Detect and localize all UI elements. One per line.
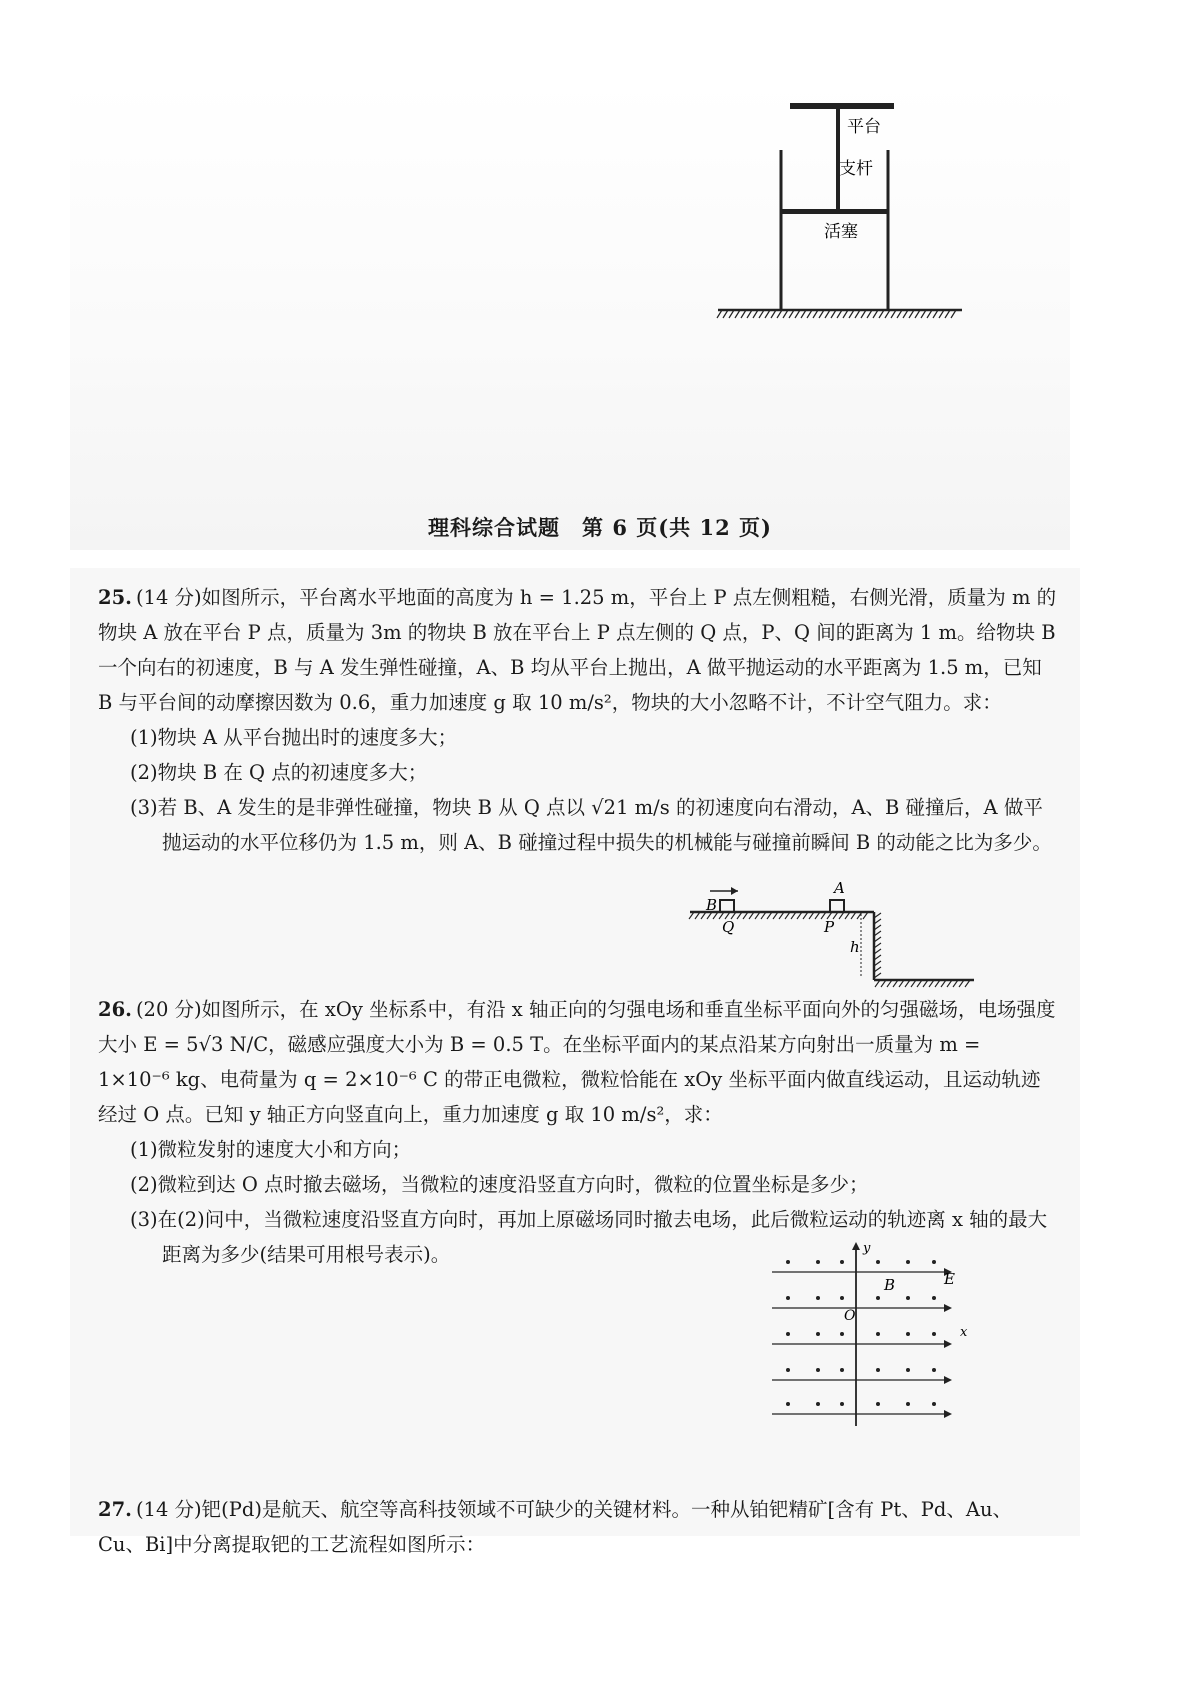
platform-label: 平台 bbox=[847, 117, 881, 137]
field-dot bbox=[932, 1260, 936, 1264]
field-dot bbox=[840, 1332, 844, 1336]
footer-page: 第 6 页(共 12 页) bbox=[582, 515, 772, 540]
field-dot bbox=[876, 1260, 880, 1264]
label-p: P bbox=[824, 918, 835, 936]
piston bbox=[781, 209, 888, 214]
field-dot bbox=[906, 1332, 910, 1336]
problem-26 bbox=[98, 992, 1058, 1272]
field-dot bbox=[816, 1402, 820, 1406]
field-dot bbox=[786, 1368, 790, 1372]
field-dot bbox=[786, 1296, 790, 1300]
field-dot bbox=[840, 1402, 844, 1406]
field-dot bbox=[932, 1368, 936, 1372]
problem-25-part-2: (2)物块 B 在 Q 点的初速度多大； bbox=[130, 761, 428, 784]
problem-27-text: 钯(Pd)是航天、航空等高科技领域不可缺少的关键材料。一种从铂钯精矿[含有 Pt、Pd、Au、Cu、Bi]中分离提取钯的工艺流程如图所示： bbox=[98, 1498, 1012, 1556]
problem-27 bbox=[98, 1492, 1058, 1562]
field-dot bbox=[816, 1332, 820, 1336]
problem-25-score: (14 分) bbox=[135, 586, 202, 609]
field-arrowhead bbox=[944, 1376, 952, 1384]
platform bbox=[790, 103, 894, 109]
field-dot bbox=[932, 1402, 936, 1406]
label-b-field: B bbox=[884, 1276, 896, 1294]
y-axis-arrowhead bbox=[852, 1242, 860, 1250]
label-h: h bbox=[850, 938, 860, 956]
problem-26-part-3: (3)在(2)问中，当微粒速度沿竖直方向时，再加上原磁场同时撤去电场，此后微粒运动的轨迹离 x 轴的最大距离为多少(结果可用根号表示)。 bbox=[130, 1208, 1048, 1266]
label-a: A bbox=[834, 879, 845, 897]
problem-27-stem bbox=[98, 1492, 1058, 1562]
problem-25-part-1: (1)物块 A 从平台抛出时的速度多大； bbox=[130, 726, 458, 749]
field-dot bbox=[906, 1402, 910, 1406]
label-x: x bbox=[960, 1325, 968, 1340]
field-dot bbox=[932, 1296, 936, 1300]
label-b: B bbox=[706, 896, 718, 914]
field-dot bbox=[906, 1296, 910, 1300]
problem-25-text: 如图所示，平台离水平地面的高度为 h = 1.25 m，平台上 P 点左侧粗糙，右侧光滑，质量为 m 的物块 A 放在平台 P 点，质量为 3m 的物块 B 放在平台上 P 点左侧的 Q 点，P、Q 间的距离为 1 m。给物块 B 一个向右的初速度，B 与 A 发生弹性碰撞，A、B 均从平台上抛出，A 做平抛运动的水平距离为 1.5 m，已知 B 与平台间的动摩擦因数为 0.6，重力加速度 g 取 10 m/s²，物块的大小忽略不计，不计空气阻力。求： bbox=[98, 586, 1057, 714]
problem-27-score: (14 分) bbox=[135, 1498, 202, 1521]
problem-26-number: 26. bbox=[98, 998, 132, 1021]
problem-26-text: 如图所示，在 xOy 坐标系中，有沿 x 轴正向的匀强电场和垂直坐标平面向外的匀强磁场，电场强度大小 E = 5√3 N/C，磁感应强度大小为 B = 0.5 T。在坐标平面内的某点沿某方向射出一质量为 m = 1×10⁻⁶ kg、电荷量为 q = 2×10⁻⁶ C 的带正电微粒，微粒恰能在 xOy 坐标平面内做直线运动，且运动轨迹经过 O 点。已知 y 轴正方向竖直向上，重力加速度 g 取 10 m/s²，求： bbox=[98, 998, 1056, 1126]
problem-27-number: 27. bbox=[98, 1498, 132, 1521]
field-dot bbox=[816, 1296, 820, 1300]
problem-25-part-3: (3)若 B、A 发生的是非弹性碰撞，物块 B 从 Q 点以 √21 m/s 的初速度向右滑动，A、B 碰撞后，A 做平抛运动的水平位移仍为 1.5 m，则 A、B 碰撞过程中损失的机械能与碰撞前瞬间 B 的动能之比为多少。 bbox=[130, 796, 1052, 854]
label-y: y bbox=[863, 1241, 871, 1256]
field-dot bbox=[840, 1296, 844, 1300]
piston-platform-figure bbox=[712, 92, 972, 332]
field-dot bbox=[786, 1260, 790, 1264]
field-dot bbox=[876, 1332, 880, 1336]
field-arrowhead bbox=[944, 1340, 952, 1348]
field-dot bbox=[906, 1260, 910, 1264]
field-dot bbox=[906, 1368, 910, 1372]
problem-25-figure bbox=[684, 878, 984, 988]
field-dot bbox=[876, 1368, 880, 1372]
problem-26-stem bbox=[98, 992, 1058, 1132]
problem-25 bbox=[98, 580, 1058, 860]
problem-25-number: 25. bbox=[98, 586, 132, 609]
field-dot bbox=[816, 1260, 820, 1264]
field-dot bbox=[932, 1332, 936, 1336]
problem-26-part-1: (1)微粒发射的速度大小和方向； bbox=[130, 1138, 412, 1161]
block-a bbox=[830, 900, 844, 912]
footer-title: 理科综合试题 bbox=[428, 515, 561, 540]
velocity-arrowhead bbox=[731, 887, 738, 895]
field-dot bbox=[786, 1402, 790, 1406]
problem-26-part-2: (2)微粒到达 O 点时撤去磁场，当微粒的速度沿竖直方向时，微粒的位置坐标是多少； bbox=[130, 1173, 869, 1196]
page-footer bbox=[0, 512, 1200, 542]
problem-26-figure bbox=[768, 1240, 988, 1430]
field-dot bbox=[876, 1296, 880, 1300]
field-arrowhead bbox=[944, 1304, 952, 1312]
label-e-field: E bbox=[944, 1270, 955, 1288]
label-o: O bbox=[844, 1308, 856, 1324]
field-dot bbox=[816, 1368, 820, 1372]
field-lines bbox=[772, 1260, 952, 1418]
label-q: Q bbox=[722, 918, 735, 936]
problem-26-score: (20 分) bbox=[135, 998, 202, 1021]
block-b bbox=[720, 900, 734, 912]
problem-25-stem bbox=[98, 580, 1058, 720]
field-arrowhead bbox=[944, 1410, 952, 1418]
field-dot bbox=[840, 1368, 844, 1372]
field-dot bbox=[876, 1402, 880, 1406]
piston-label: 活塞 bbox=[824, 222, 858, 242]
field-dot bbox=[840, 1260, 844, 1264]
field-dot bbox=[786, 1332, 790, 1336]
rod-label: 支杆 bbox=[839, 159, 873, 179]
